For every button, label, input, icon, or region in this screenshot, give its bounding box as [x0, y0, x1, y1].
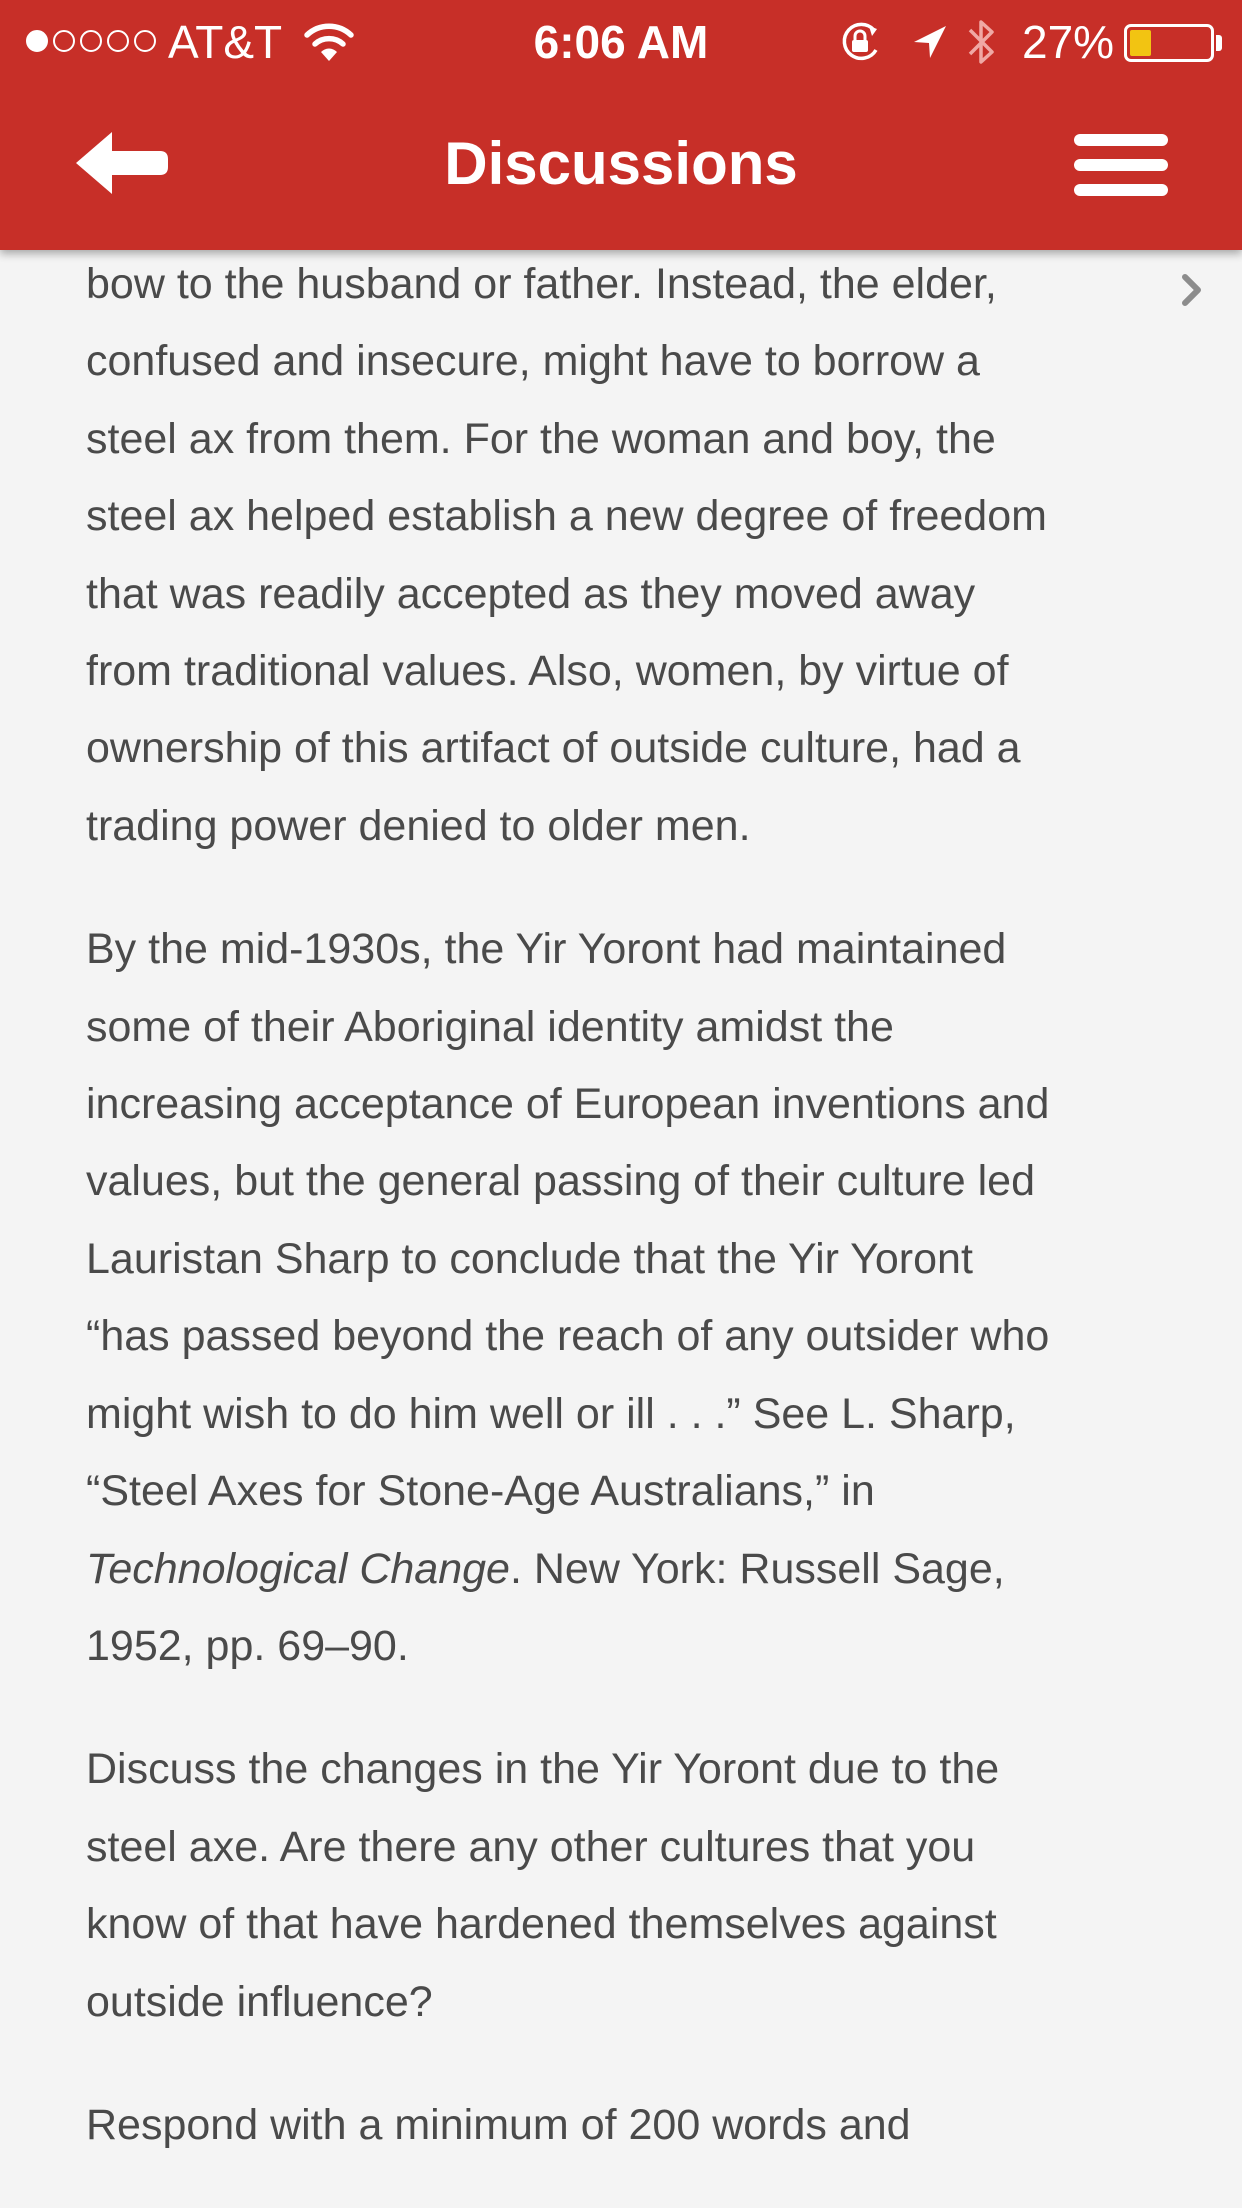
- location-arrow-icon: [910, 20, 950, 69]
- menu-bar-line: [1074, 134, 1168, 146]
- text-line: 1952, pp. 69–90.: [86, 1621, 409, 1670]
- text-line: some of their Aboriginal identity amidst the: [86, 1002, 894, 1051]
- paragraph-4: [86, 2087, 1146, 2164]
- battery-icon: [1124, 24, 1214, 62]
- text-line: bow to the husband or father. Instead, the elder,: [86, 260, 997, 308]
- citation-publisher: . New York: Russell Sage,: [509, 1544, 1005, 1593]
- discussion-content[interactable]: [0, 250, 1242, 2208]
- text-line: Discuss the changes in the Yir Yoront due to the: [86, 1745, 1000, 1794]
- status-time: 6:06 AM: [533, 16, 709, 68]
- text-line: steel ax helped establish a new degree of freedom: [86, 492, 1047, 541]
- text-line: values, but the general passing of their culture led: [86, 1157, 1035, 1206]
- text-line: By the mid-1930s, the Yir Yoront had maintained: [86, 925, 1007, 974]
- citation-line: [86, 1531, 1146, 1608]
- battery-level: [1130, 30, 1151, 56]
- text-line: steel ax from them. For the woman and boy, the: [86, 414, 996, 463]
- citation-title: Technological Change: [86, 1544, 510, 1593]
- text-line: “has passed beyond the reach of any outsider who: [86, 1312, 1050, 1361]
- status-bar: [0, 0, 1242, 86]
- text-line: from traditional values. Also, women, by virtue of: [86, 647, 1009, 696]
- orientation-lock-icon: [838, 20, 882, 69]
- battery-tip: [1216, 35, 1222, 51]
- bluetooth-icon: [964, 14, 1000, 75]
- discussion-text: [86, 250, 1146, 2164]
- text-line: might wish to do him well or ill . . .” See L. Sharp,: [86, 1389, 1016, 1438]
- text-line: trading power denied to older men.: [86, 801, 751, 850]
- text-line: steel axe. Are there any other cultures that you: [86, 1822, 976, 1871]
- carrier-name: AT&T: [168, 16, 283, 68]
- paragraph-2: [86, 911, 1146, 1685]
- menu-bar-line: [1074, 159, 1168, 171]
- app-header: [0, 0, 1242, 250]
- chevron-right-icon[interactable]: [1178, 272, 1206, 313]
- paragraph-3: [86, 1731, 1146, 2041]
- text-line: increasing acceptance of European inventions and: [86, 1080, 1050, 1129]
- page-title: Discussions: [444, 130, 798, 197]
- text-line: Lauristan Sharp to conclude that the Yir Yoront: [86, 1234, 973, 1283]
- menu-button[interactable]: [1074, 128, 1170, 198]
- battery-percentage: 27%: [1022, 16, 1115, 68]
- text-line: outside influence?: [86, 1977, 433, 2026]
- text-line: “Steel Axes for Stone-Age Australians,” in: [86, 1467, 875, 1516]
- text-line: Respond with a minimum of 200 words and: [86, 2100, 911, 2149]
- text-line: know of that have hardened themselves against: [86, 1900, 997, 1949]
- menu-bar-line: [1074, 184, 1168, 196]
- paragraph-1: [86, 250, 1146, 865]
- text-line: that was readily accepted as they moved away: [86, 569, 976, 618]
- text-line: confused and insecure, might have to borrow a: [86, 337, 980, 386]
- text-line: ownership of this artifact of outside culture, had a: [86, 724, 1021, 773]
